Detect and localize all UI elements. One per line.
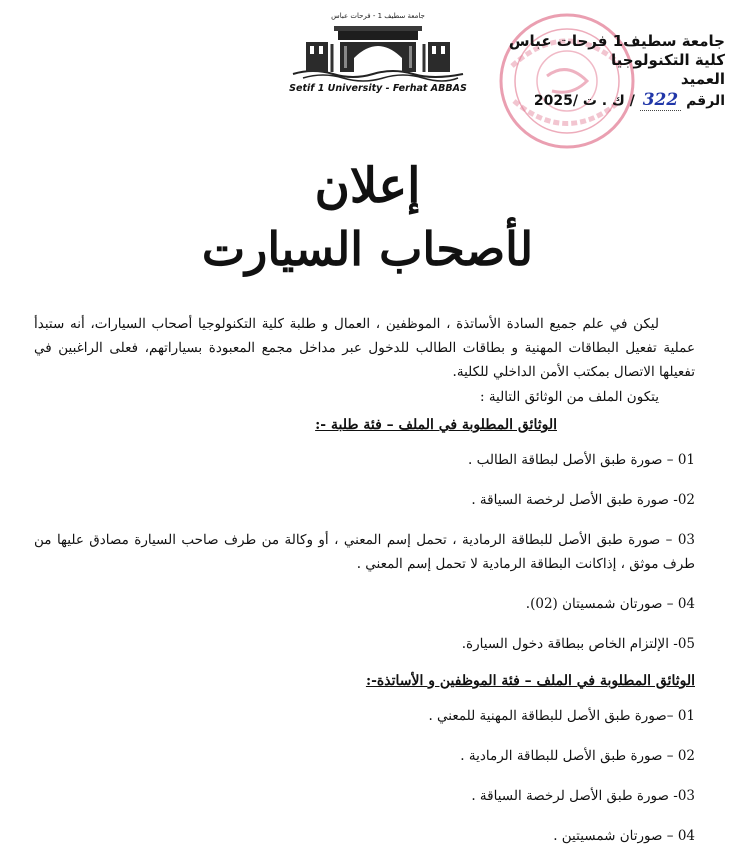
reference-handwritten-number: 322	[640, 90, 682, 111]
list-item: 02- صورة طبق الأصل لرخصة السياقة .	[471, 492, 695, 508]
list-item: 04 – صورتان شمسيتان (02).	[525, 596, 695, 612]
list-item: 01 – صورة طبق الأصل لبطاقة الطالب .	[468, 452, 695, 468]
list-item: 03 – صورة طبق الأصل للبطاقة الرمادية ، تحمل إسم المعني ، أو وكالة من طرف صاحب السيارة مصادق عليها من طرف موثق ، إذاكانت البطاقة الرمادية لا تحمل إسم المعني .	[34, 532, 695, 572]
intro-paragraph: ليكن في علم جميع السادة الأساتذة ، الموظفين ، العمال و طلبة كلية التكنولوجيا أصحاب السيارات، أنه ستبدأ عملية تفعيل البطاقات المهنية و بطاقات الطالب للدخول عبر مداخل مجمع المعبودة بسياراتهم، فعلى الراغبين في تفعيلها الاتصال بمكتب الأمن الداخلي للكلية.	[34, 316, 695, 380]
list-item: 01 –صورة طبق الأصل للبطاقة المهنية للمعني .	[428, 708, 695, 724]
announcement-title: إعلان	[314, 158, 421, 214]
students-section-heading: الوثائق المطلوبة في الملف – فئة طلبة -:	[315, 417, 557, 433]
staff-section-heading: الوثائق المطلوبة في الملف – فئة الموظفين و الأساتذة-:	[365, 673, 695, 689]
list-item: 03- صورة طبق الأصل لرخصة السياقة .	[471, 788, 695, 804]
reference-suffix: / ك . ت /2025	[533, 93, 635, 109]
arch-monument-icon	[288, 20, 468, 82]
list-item: 04 – صورتان شمسيتين .	[553, 828, 695, 844]
list-item: 02 – صورة طبق الأصل للبطاقة الرمادية .	[460, 748, 695, 764]
reference-prefix: الرقم	[686, 93, 725, 109]
staff-documents-list	[34, 704, 695, 848]
institution-header	[485, 32, 725, 112]
logo-top-text: جامعة سطيف 1 - فرحات عباس	[331, 12, 425, 20]
documents-intro: يتكون الملف من الوثائق التالية :	[479, 389, 659, 405]
list-item: 05- الإلتزام الخاص ببطاقة دخول السيارة.	[461, 636, 695, 652]
university-logo	[283, 10, 473, 102]
university-name: جامعة سطيف1 فرحات عباس	[508, 32, 725, 50]
faculty-name: كلية التكنولوجيا	[610, 51, 725, 69]
dean-title: العميد	[680, 70, 725, 88]
announcement-subtitle: لأصحاب السيارت	[201, 222, 534, 276]
announcement-body	[34, 312, 695, 864]
logo-caption: Setif 1 University - Ferhat ABBAS	[289, 83, 467, 94]
students-documents-list	[34, 448, 695, 656]
reference-number	[485, 89, 725, 112]
